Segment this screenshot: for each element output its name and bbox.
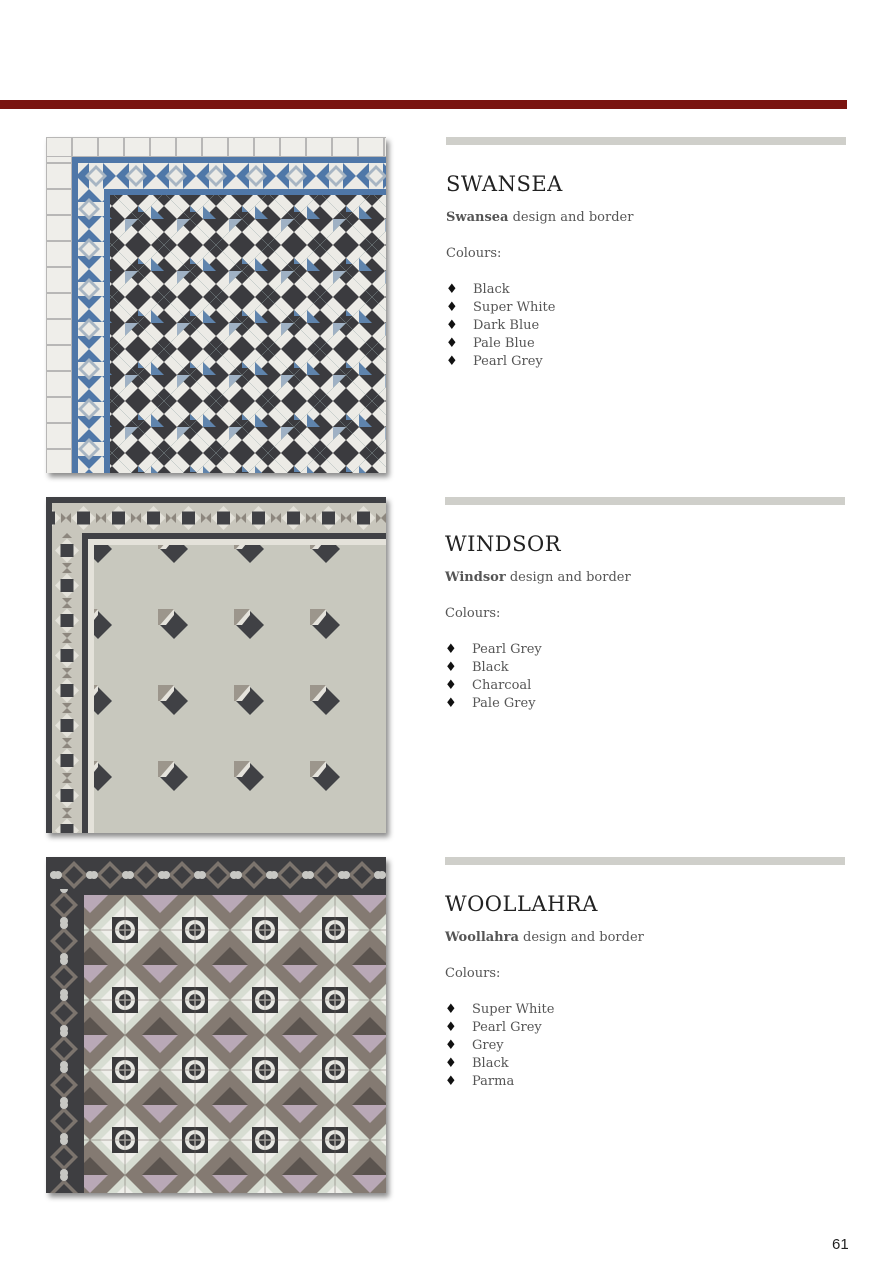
diamond-bullet-icon: ♦	[446, 354, 458, 369]
design-title: WINDSOR	[445, 532, 562, 556]
colour-name: Pearl Grey	[472, 1020, 542, 1035]
colour-item	[446, 317, 846, 335]
colour-item	[445, 1001, 845, 1019]
windsor-tile-image	[46, 497, 386, 833]
colour-item	[445, 695, 845, 713]
entry-windsor	[0, 497, 892, 842]
design-name-bold: Windsor	[445, 570, 506, 585]
section-divider-bar	[445, 497, 845, 505]
colour-name: Super White	[473, 300, 556, 315]
design-description	[445, 929, 845, 947]
colour-name: Black	[473, 282, 510, 297]
design-description	[446, 209, 846, 227]
colour-name: Black	[472, 660, 509, 675]
colour-item	[445, 1037, 845, 1055]
colours-list	[445, 1001, 845, 1091]
design-description-rest: design and border	[505, 570, 631, 585]
diamond-bullet-icon: ♦	[445, 660, 457, 675]
colour-name: Grey	[472, 1038, 504, 1053]
section-divider-bar	[446, 137, 846, 145]
colour-name: Super White	[472, 1002, 555, 1017]
colours-list	[446, 281, 846, 371]
colours-list	[445, 641, 845, 713]
swansea-tile-image	[46, 137, 386, 473]
colour-name: Pearl Grey	[472, 642, 542, 657]
diamond-bullet-icon: ♦	[445, 1002, 457, 1017]
header-rule	[0, 100, 847, 109]
colour-item	[445, 641, 845, 659]
colour-item	[445, 659, 845, 677]
colour-name: Black	[472, 1056, 509, 1071]
diamond-bullet-icon: ♦	[445, 1056, 457, 1071]
colours-label: Colours:	[445, 606, 501, 621]
design-title: SWANSEA	[446, 172, 563, 196]
colour-item	[446, 353, 846, 371]
diamond-bullet-icon: ♦	[446, 318, 458, 333]
colour-item	[445, 1073, 845, 1091]
colours-label: Colours:	[445, 966, 501, 981]
design-title: WOOLLAHRA	[445, 892, 598, 916]
woollahra-tile-image	[46, 857, 386, 1193]
colour-item	[445, 677, 845, 695]
colour-item	[445, 1019, 845, 1037]
swansea-info	[446, 137, 846, 371]
colour-item	[446, 281, 846, 299]
windsor-info	[445, 497, 845, 713]
design-description	[445, 569, 845, 587]
design-name-bold: Woollahra	[445, 930, 519, 945]
entry-woollahra	[0, 857, 892, 1202]
diamond-bullet-icon: ♦	[445, 696, 457, 711]
colour-name: Charcoal	[472, 678, 532, 693]
colour-name: Dark Blue	[473, 318, 540, 333]
design-name-bold: Swansea	[446, 210, 509, 225]
diamond-bullet-icon: ♦	[445, 1074, 457, 1089]
design-description-rest: design and border	[518, 930, 644, 945]
diamond-bullet-icon: ♦	[446, 336, 458, 351]
woollahra-info	[445, 857, 845, 1091]
diamond-bullet-icon: ♦	[445, 1020, 457, 1035]
diamond-bullet-icon: ♦	[445, 642, 457, 657]
colour-name: Pale Grey	[472, 696, 536, 711]
entry-swansea	[0, 137, 892, 482]
diamond-bullet-icon: ♦	[446, 282, 458, 297]
colour-item	[446, 299, 846, 317]
colour-name: Pearl Grey	[473, 354, 543, 369]
diamond-bullet-icon: ♦	[445, 1038, 457, 1053]
section-divider-bar	[445, 857, 845, 865]
colours-label: Colours:	[446, 246, 502, 261]
diamond-bullet-icon: ♦	[446, 300, 458, 315]
page-number: 61	[832, 1236, 849, 1253]
colour-name: Parma	[472, 1074, 515, 1089]
colour-item	[445, 1055, 845, 1073]
colour-item	[446, 335, 846, 353]
diamond-bullet-icon: ♦	[445, 678, 457, 693]
colour-name: Pale Blue	[473, 336, 535, 351]
design-description-rest: design and border	[508, 210, 634, 225]
